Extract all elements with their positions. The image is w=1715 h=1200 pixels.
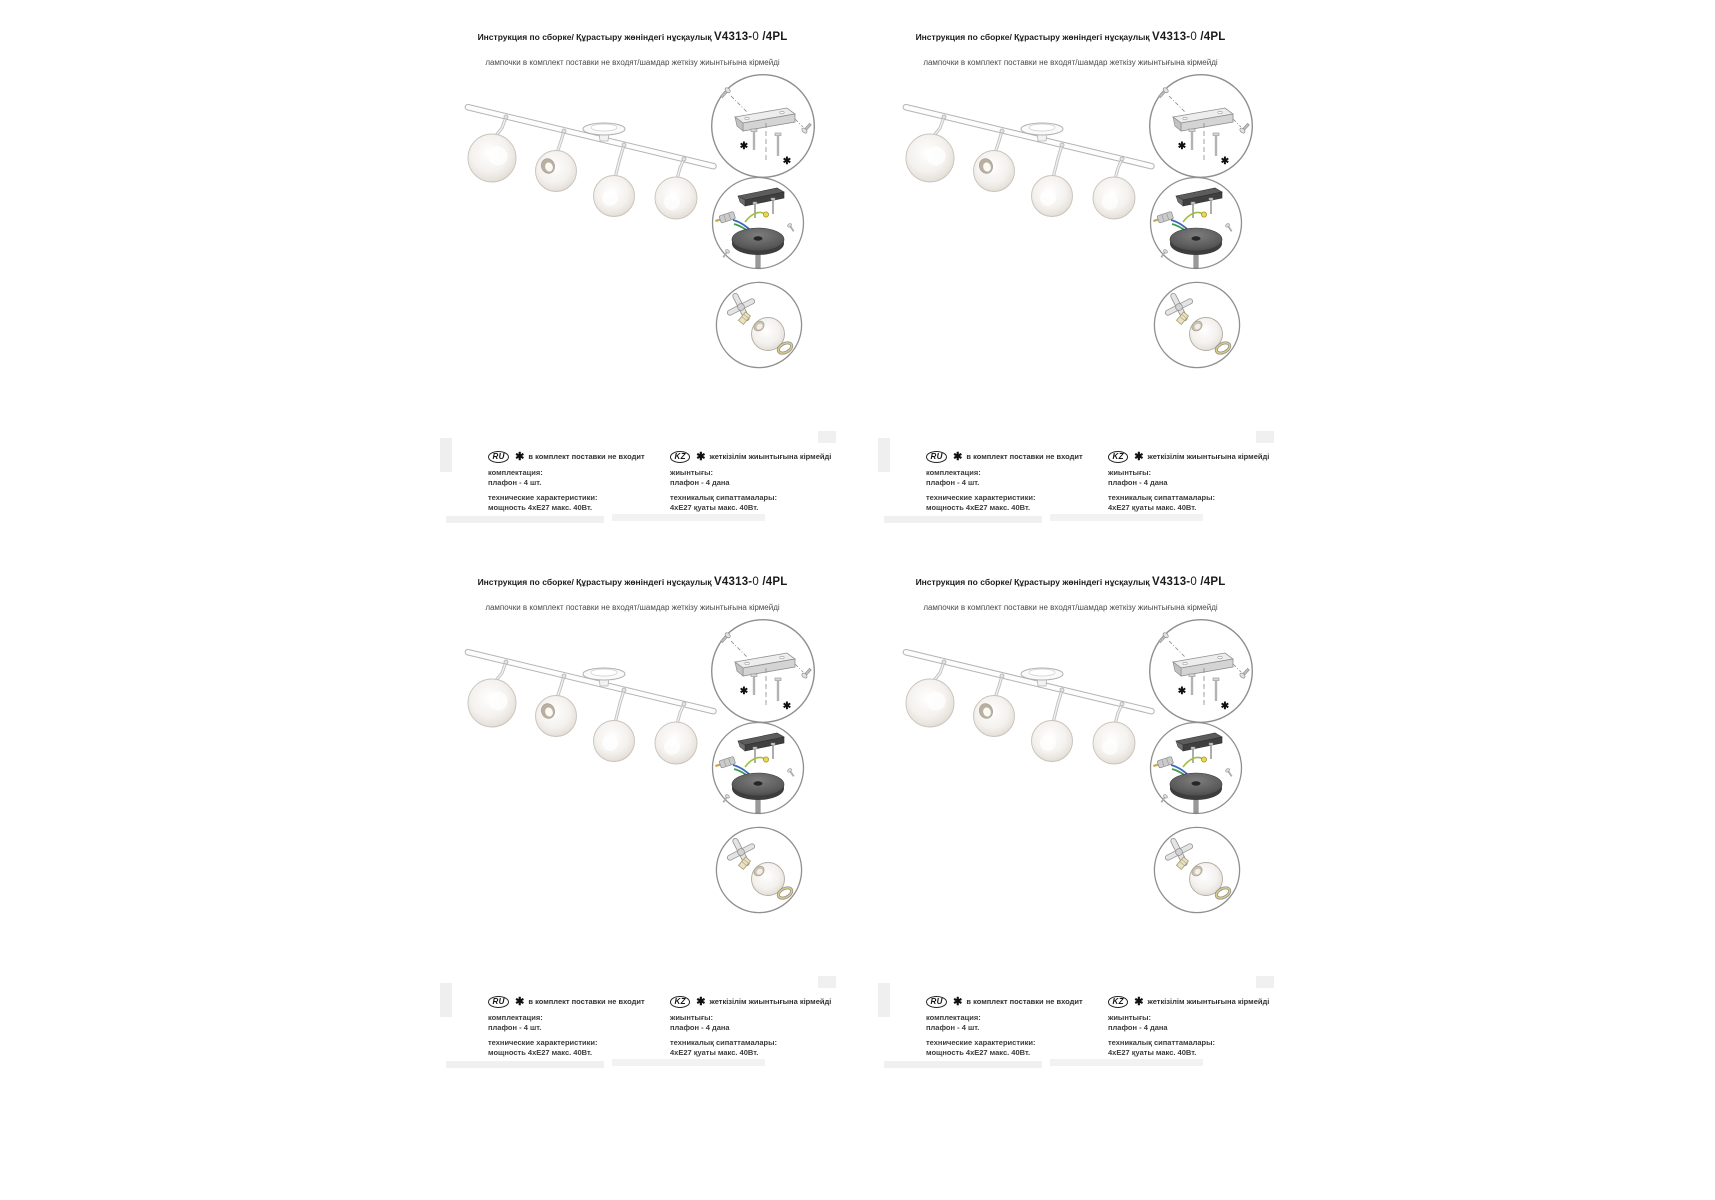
kit-spec-kz [1108, 1013, 1282, 1032]
language-badge-ru: RU [488, 996, 509, 1008]
not-included-note-kz: жеткізілім жиынтығына кірмейді [1147, 452, 1270, 461]
instruction-quadrant-top-right [858, 10, 1283, 555]
not-included-note-kz: жеткізілім жиынтығына кірмейді [709, 452, 832, 461]
kit-label-kz: жиынтығы: [670, 1013, 713, 1022]
kit-label-kz: жиынтығы: [670, 468, 713, 477]
specs-section [420, 975, 845, 1080]
scan-artifact [1256, 976, 1274, 988]
bulbs-not-included-note: лампочки в комплект поставки не входят/шамдар жеткізу жиынтығына кірмейді [485, 58, 780, 67]
title-text: Инструкция по сборке/ Құрастыру жөніндегі нұсқаулық [915, 577, 1153, 587]
tech-label-ru: технические характеристики: [488, 1038, 598, 1047]
kit-spec-ru [488, 468, 664, 487]
asterisk-mark: ✱ [1177, 686, 1187, 697]
tech-value-ru: мощность 4хЕ27 макс. 40Вт. [926, 1047, 1031, 1057]
kit-label-kz: жиынтығы: [1108, 468, 1151, 477]
glass-globes [468, 679, 697, 764]
not-included-note-ru: в комплект поставки не входит [966, 997, 1083, 1006]
tech-label-ru: технические характеристики: [926, 1038, 1036, 1047]
spec-block-ru [488, 995, 664, 1063]
kit-spec-ru [926, 468, 1102, 487]
asterisk-mark: ✱ [1220, 701, 1230, 712]
tech-value-ru: мощность 4хЕ27 макс. 40Вт. [926, 502, 1031, 512]
step-wiring-canopy-diagram [1149, 176, 1243, 270]
model-variant-digit: 0 [752, 31, 759, 43]
step-globe-attachment-diagram [715, 281, 803, 369]
step-globe-attachment-diagram [715, 826, 803, 914]
step-mounting-bracket-diagram [1148, 73, 1254, 179]
title-text: Инструкция по сборке/ Құрастыру жөніндегі нұсқаулық [477, 32, 715, 42]
kit-label-kz: жиынтығы: [1108, 1013, 1151, 1022]
step-wiring-canopy-diagram [1149, 721, 1243, 815]
asterisk-mark: ✱ [739, 686, 749, 697]
page-title [858, 576, 1283, 588]
instruction-quadrant-top-left [420, 10, 845, 555]
kit-value-ru: плафон - 4 шт. [488, 1022, 542, 1032]
scan-artifact [818, 431, 836, 443]
ground-connector [763, 212, 768, 217]
tech-spec-kz [1108, 493, 1282, 512]
kit-spec-ru [488, 1013, 664, 1032]
language-row-kz [1108, 995, 1282, 1008]
ground-connector [1201, 212, 1206, 217]
model-number: V4313- [714, 31, 753, 43]
language-row-kz [670, 995, 844, 1008]
not-included-note-ru: в комплект поставки не входит [528, 452, 645, 461]
tech-spec-ru [488, 493, 664, 512]
kit-spec-ru [926, 1013, 1102, 1032]
language-badge-kz: KZ [1108, 451, 1128, 463]
title-text: Инструкция по сборке/ Құрастыру жөніндегі нұсқаулық [477, 577, 715, 587]
model-suffix: /4PL [758, 576, 788, 588]
tech-label-kz: техникалық сипаттамалары: [670, 493, 778, 502]
spec-block-kz [1108, 995, 1282, 1063]
language-row-ru [926, 995, 1102, 1008]
asterisk-mark: ✱ [739, 141, 749, 152]
tech-label-kz: техникалық сипаттамалары: [670, 1038, 778, 1047]
kit-value-ru: плафон - 4 шт. [926, 477, 980, 487]
tech-value-ru: мощность 4хЕ27 макс. 40Вт. [488, 502, 593, 512]
asterisk-mark: ✱ [782, 701, 792, 712]
ceiling-light-fixture-illustration [428, 631, 728, 789]
title-text: Инструкция по сборке/ Құрастыру жөніндегі нұсқаулық [915, 32, 1153, 42]
specs-section [420, 430, 845, 535]
asterisk-icon: ✱ [953, 995, 963, 1008]
scan-artifact [878, 983, 890, 1017]
asterisk-mark: ✱ [782, 156, 792, 167]
tech-label-ru: технические характеристики: [926, 493, 1036, 502]
step-wiring-canopy-diagram [711, 176, 805, 270]
kit-spec-kz [670, 468, 844, 487]
language-badge-ru: RU [926, 451, 947, 463]
bulbs-not-included-note: лампочки в комплект поставки не входят/шамдар жеткізу жиынтығына кірмейді [923, 58, 1218, 67]
spec-block-ru [926, 995, 1102, 1063]
spec-block-ru [926, 450, 1102, 518]
model-variant-digit: 0 [752, 576, 759, 588]
ground-connector [763, 757, 768, 762]
asterisk-icon: ✱ [1134, 995, 1144, 1008]
kit-value-kz: плафон - 4 дана [670, 1022, 730, 1032]
spec-block-kz [670, 450, 844, 518]
step-globe-attachment-diagram [1153, 826, 1241, 914]
kit-value-ru: плафон - 4 шт. [926, 1022, 980, 1032]
scan-artifact [440, 438, 452, 472]
asterisk-icon: ✱ [696, 450, 706, 463]
kit-value-kz: плафон - 4 дана [670, 477, 730, 487]
not-included-note-ru: в комплект поставки не входит [966, 452, 1083, 461]
tech-value-ru: мощность 4хЕ27 макс. 40Вт. [488, 1047, 593, 1057]
kit-label-ru: комплектация: [926, 468, 981, 477]
not-included-note-kz: жеткізілім жиынтығына кірмейді [709, 997, 832, 1006]
kit-spec-kz [1108, 468, 1282, 487]
asterisk-mark: ✱ [1177, 141, 1187, 152]
not-included-note-kz: жеткізілім жиынтығына кірмейді [1147, 997, 1270, 1006]
tech-spec-kz [670, 1038, 844, 1057]
ceiling-light-fixture-illustration [428, 86, 728, 244]
ceiling-light-fixture-illustration [866, 86, 1166, 244]
step-mounting-bracket-diagram [710, 618, 816, 724]
language-badge-ru: RU [488, 451, 509, 463]
language-badge-kz: KZ [670, 996, 690, 1008]
tech-label-kz: техникалық сипаттамалары: [1108, 493, 1216, 502]
tech-value-kz: 4хЕ27 қуаты макс. 40Вт. [1108, 1047, 1197, 1057]
step-globe-attachment-diagram [1153, 281, 1241, 369]
specs-section [858, 430, 1283, 535]
step-mounting-bracket-diagram [710, 73, 816, 179]
asterisk-icon: ✱ [696, 995, 706, 1008]
language-badge-kz: KZ [1108, 996, 1128, 1008]
glass-globes [906, 679, 1135, 764]
language-row-kz [670, 450, 844, 463]
spec-block-kz [670, 995, 844, 1063]
spec-block-ru [488, 450, 664, 518]
kit-value-kz: плафон - 4 дана [1108, 1022, 1168, 1032]
model-suffix: /4PL [1196, 576, 1226, 588]
asterisk-icon: ✱ [515, 450, 525, 463]
model-variant-digit: 0 [1190, 31, 1197, 43]
tech-value-kz: 4хЕ27 қуаты макс. 40Вт. [1108, 502, 1197, 512]
ceiling-light-fixture-illustration [866, 631, 1166, 789]
tech-spec-ru [488, 1038, 664, 1057]
page-title [858, 31, 1283, 43]
tech-spec-kz [1108, 1038, 1282, 1057]
bulbs-not-included-note: лампочки в комплект поставки не входят/шамдар жеткізу жиынтығына кірмейді [485, 603, 780, 612]
tech-value-kz: 4хЕ27 қуаты макс. 40Вт. [670, 502, 759, 512]
model-number: V4313- [714, 576, 753, 588]
scan-artifact [878, 438, 890, 472]
kit-label-ru: комплектация: [488, 468, 543, 477]
asterisk-icon: ✱ [1134, 450, 1144, 463]
asterisk-mark: ✱ [1220, 156, 1230, 167]
instruction-quadrant-bottom-right [858, 555, 1283, 1100]
language-row-kz [1108, 450, 1282, 463]
page-title [420, 31, 845, 43]
kit-spec-kz [670, 1013, 844, 1032]
step-wiring-canopy-diagram [711, 721, 805, 815]
step-mounting-bracket-diagram [1148, 618, 1254, 724]
language-row-ru [488, 995, 664, 1008]
spec-block-kz [1108, 450, 1282, 518]
scan-artifact [440, 983, 452, 1017]
language-badge-ru: RU [926, 996, 947, 1008]
model-suffix: /4PL [1196, 31, 1226, 43]
tech-label-kz: техникалық сипаттамалары: [1108, 1038, 1216, 1047]
model-suffix: /4PL [758, 31, 788, 43]
page-title [420, 576, 845, 588]
kit-value-kz: плафон - 4 дана [1108, 477, 1168, 487]
model-number: V4313- [1152, 576, 1191, 588]
model-variant-digit: 0 [1190, 576, 1197, 588]
tech-value-kz: 4хЕ27 қуаты макс. 40Вт. [670, 1047, 759, 1057]
kit-value-ru: плафон - 4 шт. [488, 477, 542, 487]
specs-section [858, 975, 1283, 1080]
kit-label-ru: комплектация: [926, 1013, 981, 1022]
instruction-quadrant-bottom-left [420, 555, 845, 1100]
language-row-ru [488, 450, 664, 463]
tech-spec-kz [670, 493, 844, 512]
tech-spec-ru [926, 1038, 1102, 1057]
tech-label-ru: технические характеристики: [488, 493, 598, 502]
bulbs-not-included-note: лампочки в комплект поставки не входят/шамдар жеткізу жиынтығына кірмейді [923, 603, 1218, 612]
language-row-ru [926, 450, 1102, 463]
asterisk-icon: ✱ [953, 450, 963, 463]
not-included-note-ru: в комплект поставки не входит [528, 997, 645, 1006]
model-number: V4313- [1152, 31, 1191, 43]
kit-label-ru: комплектация: [488, 1013, 543, 1022]
language-badge-kz: KZ [670, 451, 690, 463]
scan-artifact [1256, 431, 1274, 443]
asterisk-icon: ✱ [515, 995, 525, 1008]
glass-globes [468, 134, 697, 219]
glass-globes [906, 134, 1135, 219]
tech-spec-ru [926, 493, 1102, 512]
scan-artifact [818, 976, 836, 988]
ground-connector [1201, 757, 1206, 762]
